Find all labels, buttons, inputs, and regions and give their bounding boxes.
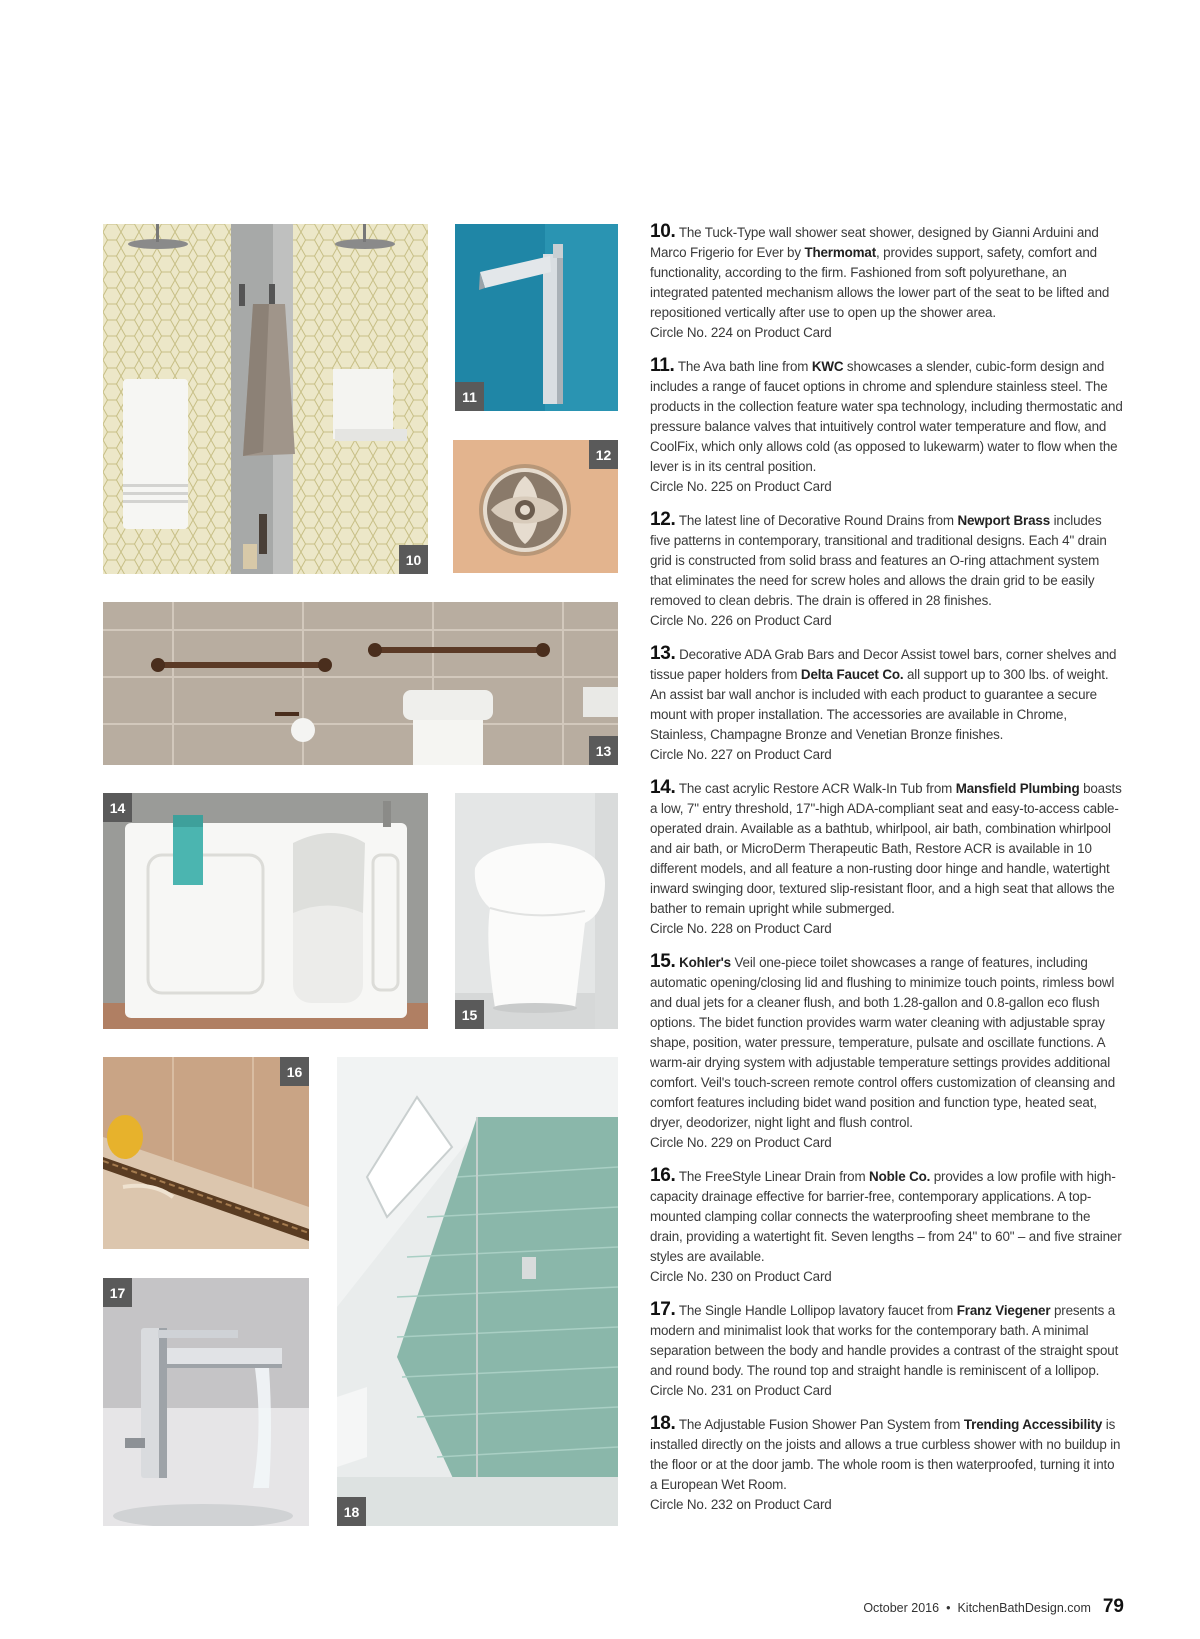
product-entry-18 [650,1414,1124,1515]
product-entry-11 [650,356,1124,497]
entry-number: 12. [650,509,676,530]
circle-number: Circle No. 231 on Product Card [650,1383,832,1398]
entry-text: The latest line of Decorative Round Drains from [678,513,958,528]
photo-shower-seat [103,224,428,574]
circle-number: Circle No. 227 on Product Card [650,747,832,762]
circle-number: Circle No. 232 on Product Card [650,1497,832,1512]
photo-lollipop-faucet [103,1278,309,1526]
photo-number-badge: 17 [103,1278,132,1307]
brand-name: Noble Co. [869,1169,931,1184]
entry-text: The Tuck-Type wall shower seat shower, designed by Gianni Arduini and Marco Frigerio for Ever by [650,225,1099,260]
photo-round-drain [453,440,618,573]
photo-number-badge: 10 [399,545,428,574]
entry-number: 14. [650,777,676,798]
photo-number-badge: 16 [280,1057,309,1086]
website-link[interactable]: KitchenBathDesign.com [957,1601,1091,1615]
circle-number: Circle No. 228 on Product Card [650,921,832,936]
entry-number: 11. [650,355,675,376]
entry-text: , provides support, safety, comfort and functionality, according to the firm. Fashioned from soft polyurethane, an integrated patented mechanism allows the lower part of the seat to be lifted and repositioned vertically after use to open up the shower area. [650,245,1110,320]
page-number: 79 [1102,1596,1124,1617]
entry-text: Decorative ADA Grab Bars and Decor Assist towel bars, corner shelves and tissue paper holders from [650,647,1117,682]
footer-separator: • [946,1601,951,1615]
brand-name: Delta Faucet Co. [800,667,904,682]
circle-number: Circle No. 230 on Product Card [650,1269,832,1284]
photo-number-badge: 14 [103,793,132,822]
brand-name: Kohler's [679,955,731,970]
entry-text: boasts a low, 7" entry threshold, 17"-high ADA-compliant seat and easy-to-access cable-operated drain. Available as a bathtub, whirlpool, air bath, combination whirlpool and air bath, or MicroDerm Therapeutic Bath, Restore ACR is available in 10 different models, and all feature a non-rusting door hinge and handle, watertight inward swinging door, textured slip-resistant floor, and a high seat that allows the bather to remain upright while submerged. [650,781,1122,916]
issue-date: October 2016 [863,1601,940,1615]
product-entry-12 [650,510,1124,631]
circle-number: Circle No. 229 on Product Card [650,1135,832,1150]
circle-number: Circle No. 226 on Product Card [650,613,832,628]
product-entry-10 [650,222,1124,343]
product-entry-14 [650,778,1124,939]
entry-text: showcases a slender, cubic-form design and includes a range of faucet options in chrome and splendure stainless steel. The products in the collection feature water spa technology, including thermostatic and pressure balance valves that intuitively control water temperature and flow, and CoolFix, which only allows cold (as opposed to lukewarm) water to flow when the lever is in its central position. [650,359,1123,474]
brand-name: Trending Accessibility [963,1417,1103,1432]
product-entry-13 [650,644,1124,765]
entry-text: provides a low profile with high-capacity drainage effective for barrier-free, contemporary applications. A top-mounted clamping collar connects the waterproofing sheet membrane to the drain, providing a watertight fit. Seven lengths – from 24" to 60" – and five strainer styles are available. [650,1169,1122,1264]
entry-number: 16. [650,1165,676,1186]
entry-text: The Ava bath line from [677,359,812,374]
product-descriptions [650,222,1124,1528]
photo-kwc-faucet [455,224,618,411]
photo-number-badge: 15 [455,1000,484,1029]
product-entry-16 [650,1166,1124,1287]
brand-name: Thermomat [804,245,877,260]
entry-text: is installed directly on the joists and allows a true curbless shower with no buildup in the floor or at the door jamb. The whole room is then waterproofed, turning it into a European Wet Room. [650,1417,1121,1492]
entry-number: 18. [650,1413,676,1434]
photo-wet-room-shower [337,1057,618,1526]
photo-number-badge: 12 [589,440,618,469]
entry-number: 17. [650,1299,676,1320]
entry-text: Veil one-piece toilet showcases a range of features, including automatic opening/closing lid and flushing to minimize touch points, rimless bowl and dual jets for a cleaner flush, and both 1.28-gallon and 0.8-gallon eco flush options. The bidet function provides warm water cleaning with adjustable spray shape, position, water pressure, temperature, pulsate and oscillate functions. A warm-air drying system with adjustable temperature settings provides additional comfort. Veil's touch-screen remote control offers customization of cleansing and comfort features including bidet wand position and function type, heated seat, dryer, deodorizer, night light and flush control. [650,955,1116,1130]
photo-grab-bars [103,602,618,765]
brand-name: Mansfield Plumbing [955,781,1080,796]
entry-text: includes five patterns in contemporary, transitional and traditional designs. Each 4" drain grid is constructed from solid brass and features an O-ring attachment system that eliminates the need for screw holes and allows the drain grid to be easily removed to clean debris. The drain is offered in 28 finishes. [650,513,1107,608]
circle-number: Circle No. 224 on Product Card [650,325,832,340]
circle-number: Circle No. 225 on Product Card [650,479,832,494]
photo-number-badge: 18 [337,1497,366,1526]
photo-number-badge: 13 [589,736,618,765]
entry-text: The cast acrylic Restore ACR Walk-In Tub from [678,781,956,796]
photo-linear-drain [103,1057,309,1249]
brand-name: Newport Brass [957,513,1051,528]
brand-name: Franz Viegener [956,1303,1051,1318]
entry-text: all support up to 300 lbs. of weight. An assist bar wall anchor is included with each product to guarantee a secure mount with proper installation. The accessories are available in Chrome, Stainless, Champagne Bronze and Venetian Bronze finishes. [650,667,1109,742]
product-entry-17 [650,1300,1124,1401]
entry-text: The Adjustable Fusion Shower Pan System from [678,1417,964,1432]
photo-number-badge: 11 [455,382,484,411]
entry-text: The FreeStyle Linear Drain from [678,1169,870,1184]
brand-name: KWC [811,359,844,374]
entry-number: 13. [650,643,676,664]
entry-number: 15. [650,951,676,972]
entry-text: presents a modern and minimalist look that works for the contemporary bath. A minimal separation between the body and handle provides a contrast of the straight spout and round body. The round top and straight handle is reminiscent of a lollipop. [650,1303,1119,1378]
entry-number: 10. [650,221,676,242]
product-entry-15 [650,952,1124,1153]
page-footer [863,1596,1124,1626]
entry-text: The Single Handle Lollipop lavatory faucet from [678,1303,957,1318]
photo-walk-in-tub [103,793,428,1029]
photo-veil-toilet [455,793,618,1029]
